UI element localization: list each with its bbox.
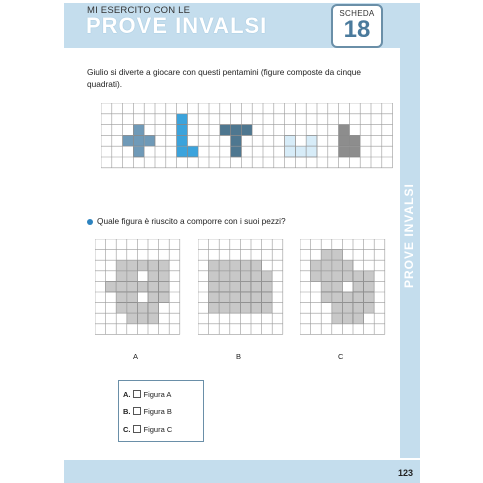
scheda-badge: [331, 4, 383, 48]
pentomino-cell: [240, 260, 251, 271]
pentomino-cell: [133, 125, 144, 136]
pentomino-cell: [127, 292, 138, 303]
answer-text: Figura B: [143, 407, 172, 416]
figure-label-a: A: [133, 352, 139, 361]
pentomino-cell: [230, 292, 241, 303]
pentomino-cell: [230, 271, 241, 282]
pentomino-cell: [353, 313, 364, 324]
pentomino-cell: [321, 281, 332, 292]
figure-label-c: C: [338, 352, 344, 361]
pentomino-cell: [342, 292, 353, 303]
pentomino-cell: [219, 260, 230, 271]
pentomino-cell: [321, 271, 332, 282]
pentomino-cell: [148, 281, 159, 292]
pentomino-cell: [306, 135, 317, 146]
answer-a[interactable]: [123, 390, 171, 399]
pentomino-cell: [209, 271, 220, 282]
pentomino-cell: [133, 135, 144, 146]
pentomino-cell: [137, 313, 148, 324]
pentomino-cell: [148, 260, 159, 271]
pentomino-cell: [116, 281, 127, 292]
pentomino-cell: [332, 292, 343, 303]
answer-letter: B.: [123, 407, 131, 416]
answer-b[interactable]: [123, 407, 172, 416]
checkbox-a[interactable]: [133, 390, 141, 398]
pentomino-cell: [251, 271, 262, 282]
header-title: PROVE INVALSI: [86, 13, 268, 38]
t-pentomino: [220, 125, 252, 157]
pentomino-cell: [209, 303, 220, 314]
pentomino-cell: [177, 114, 188, 125]
pentomino-cell: [127, 271, 138, 282]
pentomino-cell: [148, 292, 159, 303]
pentomino-cell: [332, 303, 343, 314]
plus-pentomino: [123, 125, 155, 157]
pentomino-cell: [231, 135, 242, 146]
question-text: Quale figura è riuscito a comporre con i suoi pezzi?: [97, 216, 286, 226]
pentomino-cell: [219, 271, 230, 282]
pentomino-cell: [353, 271, 364, 282]
pentomino-cell: [364, 292, 375, 303]
pentomino-cell: [332, 271, 343, 282]
pentomino-cell: [353, 292, 364, 303]
pentomino-cell: [116, 260, 127, 271]
pentomino-cell: [144, 135, 155, 146]
pentomino-cell: [209, 260, 220, 271]
answer-letter: C.: [123, 425, 131, 434]
pentomino-cell: [332, 250, 343, 261]
pentomino-cell: [349, 135, 360, 146]
pentomino-cell: [127, 260, 138, 271]
pentomino-cell: [285, 135, 296, 146]
pentomino-cell: [262, 292, 273, 303]
figure-c-grid: [300, 239, 388, 342]
answer-letter: A.: [123, 390, 131, 399]
pentomino-cell: [251, 260, 262, 271]
pentomino-cell: [231, 125, 242, 136]
answer-text: Figura C: [143, 425, 173, 434]
pentomino-cell: [349, 146, 360, 157]
figure-a-grid: [95, 239, 183, 342]
pentomino-strip: [101, 103, 393, 173]
pentomino-cell: [148, 303, 159, 314]
pentomino-cell: [240, 271, 251, 282]
pentomino-cell: [219, 292, 230, 303]
scheda-label: SCHEDA: [339, 9, 375, 18]
bullet-icon: [87, 219, 93, 225]
pentomino-cell: [342, 313, 353, 324]
pentomino-cell: [148, 271, 159, 282]
pentomino-cell: [332, 260, 343, 271]
pentomino-cell: [353, 303, 364, 314]
pentomino-cell: [241, 125, 252, 136]
pentomino-cell: [209, 281, 220, 292]
pentomino-cell: [177, 146, 188, 157]
pentomino-cell: [262, 281, 273, 292]
pentomino-cell: [364, 281, 375, 292]
pentomino-cell: [285, 146, 296, 157]
pentomino-cell: [219, 303, 230, 314]
pentomino-cell: [116, 292, 127, 303]
pentomino-cell: [251, 281, 262, 292]
pentomino-cell: [342, 260, 353, 271]
answer-text: Figura A: [143, 390, 172, 399]
pentomino-cell: [231, 146, 242, 157]
pentomino-cell: [209, 292, 220, 303]
figure-label-b: B: [236, 352, 242, 361]
pentomino-cell: [159, 292, 170, 303]
pentomino-cell: [230, 303, 241, 314]
pentomino-cell: [364, 303, 375, 314]
pentomino-cell: [342, 303, 353, 314]
pentomino-cell: [137, 281, 148, 292]
pentomino-cell: [251, 303, 262, 314]
pentomino-cell: [159, 271, 170, 282]
pentomino-cell: [116, 271, 127, 282]
pentomino-cell: [187, 146, 198, 157]
pentomino-cell: [306, 146, 317, 157]
pentomino-cell: [364, 271, 375, 282]
pentomino-cell: [240, 281, 251, 292]
pentomino-cell: [342, 271, 353, 282]
pentomino-cell: [240, 303, 251, 314]
pentomino-cell: [133, 146, 144, 157]
pentomino-cell: [240, 292, 251, 303]
pentomino-cell: [353, 281, 364, 292]
pentomino-cell: [127, 313, 138, 324]
footer-band: [64, 460, 420, 483]
pentomino-cell: [230, 281, 241, 292]
pentomino-cell: [321, 250, 332, 261]
pentomino-cell: [123, 135, 134, 146]
checkbox-c[interactable]: [133, 425, 141, 433]
pentomino-cell: [262, 271, 273, 282]
pentomino-cell: [251, 292, 262, 303]
pentomino-cell: [220, 125, 231, 136]
pentomino-cell: [311, 260, 322, 271]
page-number: 123: [398, 468, 414, 478]
pentomino-cell: [295, 146, 306, 157]
scheda-number: 18: [343, 16, 371, 43]
pentomino-cell: [230, 260, 241, 271]
pentomino-cell: [137, 260, 148, 271]
pentomino-cell: [106, 281, 117, 292]
pentomino-cell: [177, 125, 188, 136]
answer-c[interactable]: [123, 425, 172, 434]
side-label: PROVE INVALSI: [402, 183, 416, 289]
pentomino-cell: [339, 125, 350, 136]
pentomino-cell: [332, 313, 343, 324]
grid-lines: [101, 103, 393, 168]
pentomino-cell: [339, 135, 350, 146]
pentomino-cell: [159, 281, 170, 292]
figure-b-grid: [198, 239, 286, 342]
pentomino-cell: [311, 271, 322, 282]
pentomino-cell: [177, 135, 188, 146]
pentomino-cell: [148, 313, 159, 324]
header-subtitle: MI ESERCITO CON LE: [87, 5, 191, 16]
pentomino-cell: [219, 281, 230, 292]
checkbox-b[interactable]: [133, 407, 141, 415]
intro-text: Giulio si diverte a giocare con questi pentamini (figure composte da cinque quadrati).: [87, 67, 361, 89]
pentomino-cell: [127, 303, 138, 314]
pentomino-cell: [321, 292, 332, 303]
pentomino-cell: [321, 260, 332, 271]
pentomino-cell: [127, 281, 138, 292]
pentomino-cell: [137, 303, 148, 314]
pentomino-cell: [339, 146, 350, 157]
pentomino-cell: [159, 260, 170, 271]
pentomino-cell: [116, 303, 127, 314]
pentomino-cell: [332, 281, 343, 292]
question: [87, 216, 286, 226]
pentomino-cell: [262, 303, 273, 314]
